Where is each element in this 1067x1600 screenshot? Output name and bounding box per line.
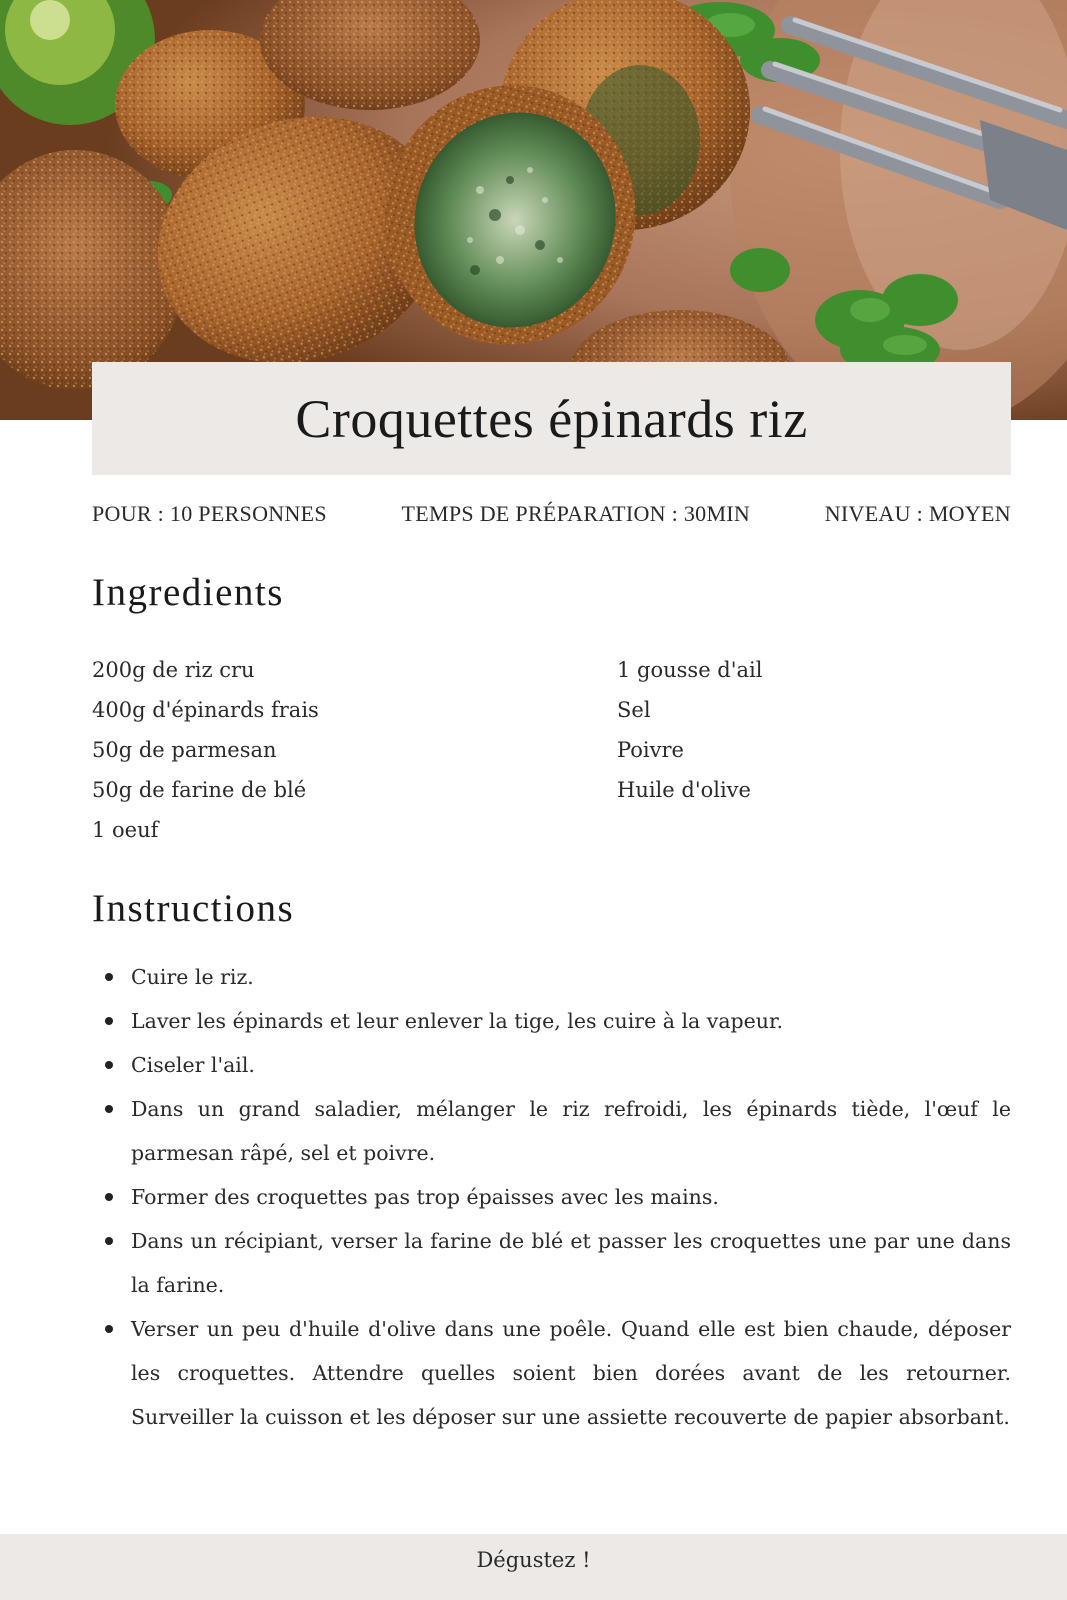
ingredients-column-right [617,650,762,810]
instruction-step [92,1087,1011,1175]
instruction-step [92,1043,1011,1087]
footer [0,1534,1067,1600]
bullet-icon [105,1017,113,1025]
bullet-icon [105,973,113,981]
ingredient-item: 400g d'épinards frais [92,698,319,722]
recipe-title: Croquettes épinards riz [295,388,808,449]
ingredient-item: 200g de riz cru [92,658,255,682]
instruction-step [92,1175,1011,1219]
ingredients-heading: Ingredients [92,571,284,614]
instruction-text: Dans un grand saladier, mélanger le riz refroidi, les épinards tiède, l'œuf le parmesan râpé, sel et poivre. [131,1097,1011,1165]
instruction-step [92,1219,1011,1307]
ingredient-item: Sel [617,698,651,722]
instruction-step [92,955,1011,999]
ingredient-item: 50g de parmesan [92,738,277,762]
servings: POUR : 10 PERSONNES [92,501,327,526]
recipe-meta [92,497,1011,531]
instruction-text: Cuire le riz. [131,965,254,989]
bullet-icon [105,1193,113,1201]
ingredients-list [92,650,1011,850]
prep-time: TEMPS DE PRÉPARATION : 30MIN [401,501,751,526]
ingredient-item: Poivre [617,738,684,762]
bullet-icon [105,1325,113,1333]
croquettes-photo [0,0,1067,420]
instruction-text: Former des croquettes pas trop épaisses avec les mains. [131,1185,719,1209]
ingredients-column-left [92,650,319,850]
ingredient-item: Huile d'olive [617,778,751,802]
bullet-icon [105,1105,113,1113]
instruction-text: Dans un récipiant, verser la farine de blé et passer les croquettes une par une dans la farine. [131,1229,1011,1297]
instruction-text: Ciseler l'ail. [131,1053,255,1077]
instructions-list [92,955,1011,1439]
ingredient-item: 1 gousse d'ail [617,658,763,682]
hero-photo [0,0,1067,420]
instruction-step [92,999,1011,1043]
ingredient-item: 50g de farine de blé [92,778,307,802]
instructions-heading: Instructions [92,887,295,930]
ingredient-item: 1 oeuf [92,818,159,842]
bullet-icon [105,1061,113,1069]
instruction-text: Verser un peu d'huile d'olive dans une poêle. Quand elle est bien chaude, déposer les croquettes. Attendre quelles soient bien dorées avant de les retourner. Surveiller la cuisson et les déposer sur une assiette recouverte de papier absorbant. [131,1317,1011,1429]
bullet-icon [105,1237,113,1245]
instruction-step [92,1307,1011,1439]
difficulty-level: NIVEAU : MOYEN [824,501,1011,526]
title-card [92,362,1011,475]
instruction-text: Laver les épinards et leur enlever la tige, les cuire à la vapeur. [131,1009,784,1033]
footer-text: Dégustez ! [476,1548,591,1572]
